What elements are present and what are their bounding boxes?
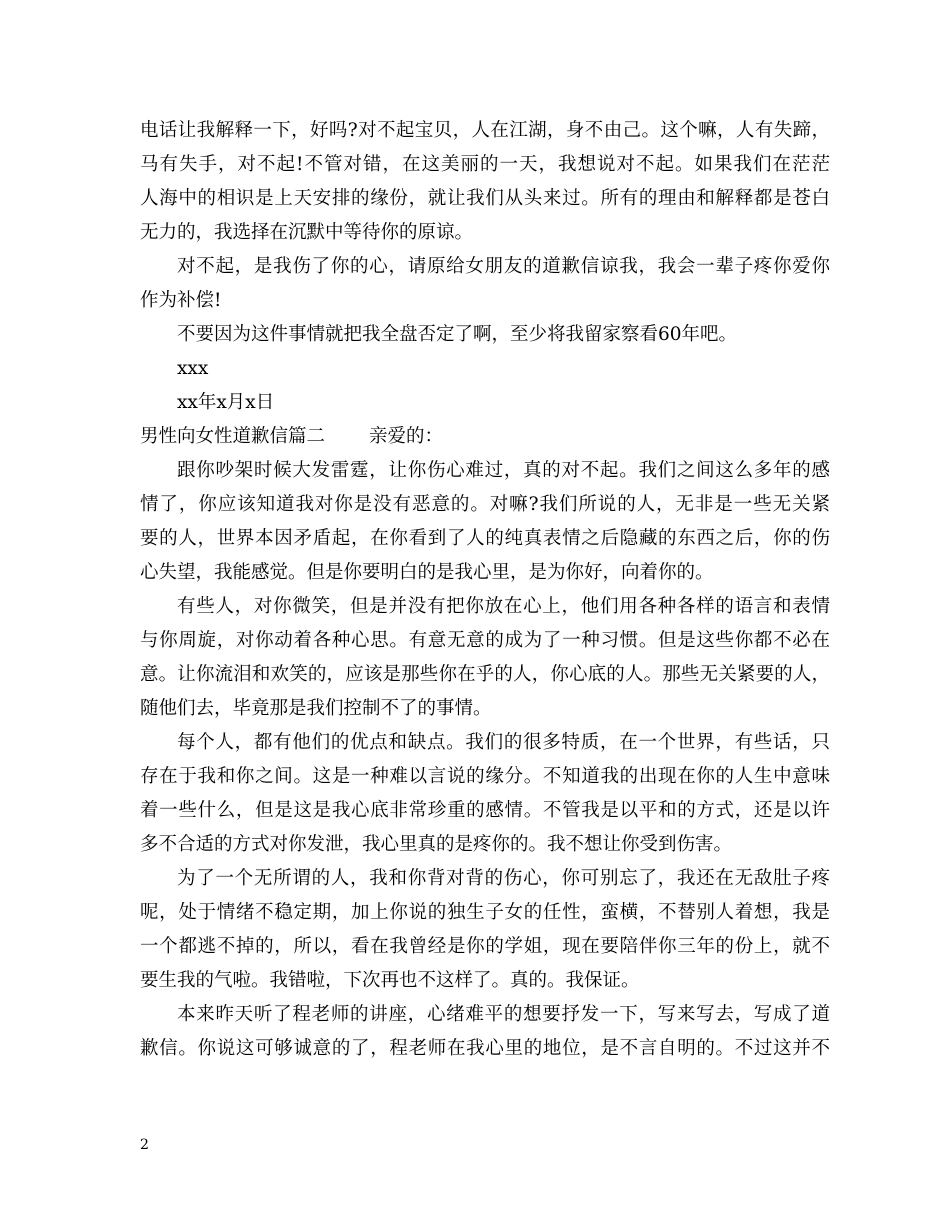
paragraph-line: 马有失手，对不起!不管对错，在这美丽的一天，我想说对不起。如果我们在茫茫 xyxy=(140,154,830,175)
paragraph-line: 对不起，是我伤了你的心，请原给女朋友的道歉信谅我，我会一辈子疼你爱你 xyxy=(177,256,830,277)
heading-title: 男性向女性道歉信篇二 xyxy=(140,426,326,447)
paragraph-line: 与你周旋，对你动着各种心思。有意无意的成为了一种习惯。但是这些你都不必在 xyxy=(140,630,830,651)
paragraph-line: 电话让我解释一下，好吗?对不起宝贝，人在江湖，身不由己。这个嘛，人有失蹄， xyxy=(140,120,830,141)
salutation: 亲爱的： xyxy=(369,426,444,447)
paragraph-line: 每个人，都有他们的优点和缺点。我们的很多特质，在一个世界，有些话，只 xyxy=(177,732,830,753)
page-number: 2 xyxy=(140,1137,149,1153)
paragraph-line: 不要因为这件事情就把我全盘否定了啊，至少将我留家察看60年吧。 xyxy=(177,324,738,345)
paragraph-line: 跟你吵架时候大发雷霆，让你伤心难过，真的对不起。我们之间这么多年的感 xyxy=(177,460,830,481)
paragraph-line: 情了，你应该知道我对你是没有恶意的。对嘛?我们所说的人，无非是一些无关紧 xyxy=(140,494,830,515)
paragraph-line: 人海中的相识是上天安排的缘份，就让我们从头来过。所有的理由和解释都是苍白 xyxy=(140,188,830,209)
paragraph-line: 为了一个无所谓的人，我和你背对背的伤心，你可别忘了，我还在无敌肚子疼 xyxy=(177,868,830,889)
paragraph-line: 作为补偿! xyxy=(140,290,222,311)
section-heading xyxy=(140,420,830,454)
letter-one xyxy=(140,114,830,420)
paragraph-line: 要生我的气啦。我错啦，下次再也不这样了。真的。我保证。 xyxy=(140,970,640,991)
paragraph-line: 一个都逃不掉的，所以，看在我曾经是你的学姐，现在要陪伴你三年的份上，就不 xyxy=(140,936,830,957)
paragraph-line: 歉信。你说这可够诚意的了，程老师在我心里的地位，是不言自明的。不过这并不 xyxy=(140,1038,830,1059)
paragraph-line: 要的人，世界本因矛盾起，在你看到了人的纯真表情之后隐藏的东西之后，你的伤 xyxy=(140,528,830,549)
paragraph-line: 无力的，我选择在沉默中等待你的原谅。 xyxy=(140,222,474,243)
paragraph-line: 有些人，对你微笑，但是并没有把你放在心上，他们用各种各样的语言和表情 xyxy=(177,596,830,617)
paragraph-line: 心失望，我能感觉。但是你要明白的是我心里，是为你好，向着你的。 xyxy=(140,562,714,583)
paragraph-line: xxx xyxy=(177,358,209,379)
paragraph-line: 随他们去，毕竟那是我们控制不了的事情。 xyxy=(140,698,492,719)
paragraph-line: 着一些什么，但是这是我心底非常珍重的感情。不管我是以平和的方式，还是以许 xyxy=(140,800,830,821)
paragraph-line: 存在于我和你之间。这是一种难以言说的缘分。不知道我的出现在你的人生中意味 xyxy=(140,766,830,787)
paragraph-line: 本来昨天听了程老师的讲座，心绪难平的想要抒发一下，写来写去，写成了道 xyxy=(177,1004,830,1025)
paragraph-line: 多不合适的方式对你发泄，我心里真的是疼你的。我不想让你受到伤害。 xyxy=(140,834,733,855)
paragraph-line: 意。让你流泪和欢笑的，应该是那些你在乎的人，你心底的人。那些无关紧要的人， xyxy=(140,664,830,685)
document-body xyxy=(140,114,830,1066)
paragraph-line: xx年x月x日 xyxy=(177,392,275,413)
paragraph-line: 呢，处于情绪不稳定期，加上你说的独生子女的任性，蛮横，不替别人着想，我是 xyxy=(140,902,830,923)
letter-two xyxy=(140,454,830,1066)
